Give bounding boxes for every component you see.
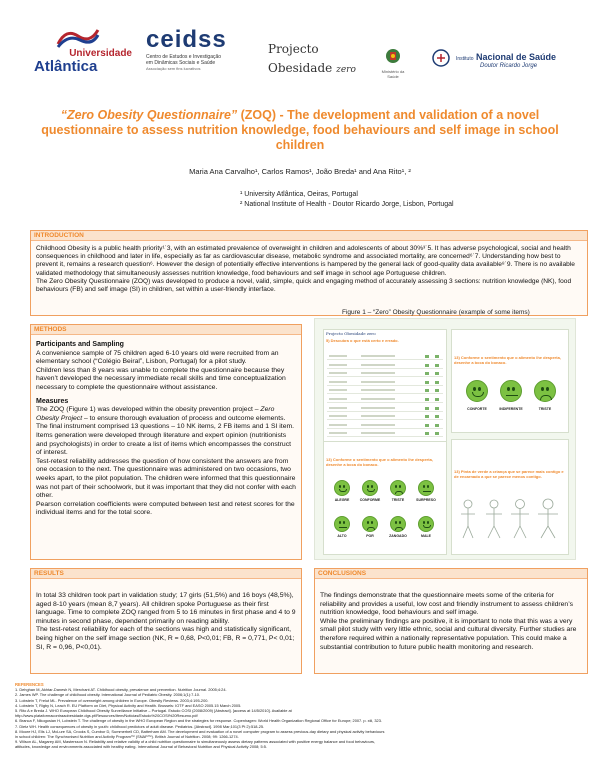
face-label: ALEGRE bbox=[334, 498, 350, 502]
children-silhouettes bbox=[452, 496, 570, 546]
face-label: INDIFERENTE bbox=[499, 407, 523, 411]
panel-brand: Projecto Obesidade zero bbox=[326, 331, 376, 336]
conclusions-heading: CONCLUSIONS bbox=[315, 569, 587, 579]
table-row bbox=[327, 414, 443, 420]
introduction-p2: The Zero Obesity Questionnaire (ZOQ) was developed to produce a novel, valid, simple, quick and engaging method of accurately assessing 3 sections: nutrition knowledge (NK), food behaviours (FB) and self image (SI) in children, set within a user-friendly interface. bbox=[36, 277, 572, 294]
introduction-section bbox=[30, 230, 588, 316]
coat-of-arms-icon bbox=[385, 48, 401, 64]
project-line2: Obesidade bbox=[268, 61, 333, 75]
reference-item: 4. Lobstein T, Rigby N, Leach R. EU Platform on Diet, Physical Activity and Health. Brussels: IOTF and EASO 2005.15 March 2005. bbox=[15, 702, 242, 708]
figure-panel-faces-8 bbox=[323, 441, 447, 555]
insa-title: Nacional de Saúde bbox=[476, 52, 557, 62]
table-row bbox=[327, 397, 443, 403]
universidade-atlantica-logo bbox=[34, 26, 132, 78]
reference-item: 5. Rito A e Breda J. WHO European Childhood Obesity Surveillance Initiative – Portugal. Estudo COSI (2008/2009) [Abstract]. [access at 14/5/2010]. Available at bbox=[15, 708, 292, 714]
reference-item: 3. Lobstein T, Frelut ML. Prevalence of overweight among children in Europe. Obesity Reviews. 2003;4:195-200. bbox=[15, 697, 209, 703]
face-label: POR bbox=[366, 534, 374, 538]
reference-item: in school children: The Synchronised Nutrition and Activity Program™ (SNAP™). British Journal of Nutrition. 2008; 99: 1266-1274. bbox=[15, 734, 239, 740]
methods-p1: A convenience sample of 75 children aged 6-10 years old were recruited from an elementary school (“Colégio Beiral”, Lisbon, Portugal) for a pilot study. bbox=[36, 349, 279, 366]
face-conforme bbox=[362, 480, 378, 496]
university-wave-icon bbox=[56, 26, 100, 48]
conclusions-p2: While the preliminary findings are positive, it is important to note that this was a very small pilot study with very little ethnic, social and cultural diversity. Further studies are therefore required within a nationally representative population. This could make a substantial contribution to future public health monitoring and research. bbox=[320, 617, 577, 651]
methods-p3 bbox=[36, 406, 296, 423]
results-heading: RESULTS bbox=[31, 569, 301, 579]
poster-title bbox=[40, 108, 560, 153]
ceidss-name: ceidss bbox=[146, 26, 227, 53]
figure-panel-silhouettes bbox=[451, 439, 569, 555]
introduction-heading: INTRODUCTION bbox=[31, 231, 587, 241]
affiliation-2: ² National Institute of Health - Doutor Ricardo Jorge, Lisbon, Portugal bbox=[240, 201, 454, 208]
face-label: TRISTE bbox=[538, 407, 552, 411]
table-row bbox=[327, 354, 443, 360]
reference-item: 1. Dehghan M, Akhtar-Danesh N, Merchant AT. Childhood obesity, prevalence and prevention. Nutrition Journal. 2005;4:24. bbox=[15, 687, 227, 693]
references-list bbox=[15, 687, 590, 749]
panel-question-4: 13) Pinta de verde a criança que se parece mais contigo e de encarnado a que se parece menos contigo. bbox=[454, 469, 564, 479]
projecto-obesidade-zero-logo bbox=[268, 40, 356, 80]
reference-item: http://www.plataformacontraaobesidade.dgs.pt/Resources/Item/Noticias/Estudo%20COSI%20Resumo.pdf bbox=[15, 713, 198, 719]
face-por bbox=[362, 516, 378, 532]
figure-panel-table bbox=[323, 329, 447, 459]
methods-p7: Pearson correlation coefficients were computed between test and retest scores for the individual items and for the total score. bbox=[36, 500, 295, 517]
face-label: SURPRESO bbox=[416, 498, 436, 502]
title-rest: (ZOQ) - The development and validation of a novel questionnaire to assess nutrition knowledge, food behaviours and self image in school children bbox=[41, 108, 559, 152]
face-triste bbox=[390, 480, 406, 496]
figure-caption: Figure 1 – “Zero” Obesity Questionnaire (example of some items) bbox=[342, 309, 530, 316]
insa-sub: Doutor Ricardo Jorge bbox=[480, 63, 538, 69]
table-row bbox=[327, 380, 443, 386]
panel-question-3: 13) Conforme o sentimento que o alimento lhe desperta, desenhe a boca do bonaco. bbox=[326, 457, 433, 467]
table-row bbox=[327, 371, 443, 377]
insa-emblem-icon bbox=[432, 49, 452, 67]
methods-sub-participants: Participants and Sampling bbox=[36, 341, 124, 348]
methods-p5: Items generation were developed through literature and expert opinion (nutritionists and psychologists) in order to create a list of items which encompasses the construct of interest. bbox=[36, 431, 292, 457]
face-label: ALTO bbox=[337, 534, 347, 538]
conclusions-p1: The findings demonstrate that the questionnaire meets some of the criteria for reliability and provides a useful, low cost and friendly instrument to assess children’s nutrition knowledge, food behaviours and self image. bbox=[320, 592, 573, 617]
ceidss-line1: Centro de Estudos e Investigação bbox=[146, 54, 222, 60]
face-label: MALE bbox=[421, 534, 431, 538]
face-label: TRISTE bbox=[391, 498, 405, 502]
affiliations bbox=[240, 190, 454, 210]
methods-sub-measures: Measures bbox=[36, 397, 69, 405]
face-male bbox=[418, 516, 434, 532]
insa-name bbox=[456, 52, 556, 62]
authors: Maria Ana Carvalho¹, Carlos Ramos¹, João Breda¹ and Ana Rito¹, ² bbox=[189, 167, 411, 176]
methods-p6: Test-retest reliability addresses the question of how consistent the answers are from one occasion to the next. The questionnaire was administered on two occasions, two weeks apart, to the pilot population. The children were informed that this questionnaire was not part of their schoolwork, but it was important that they did not confer with each other. bbox=[36, 457, 296, 500]
face-zangado bbox=[390, 516, 406, 532]
university-line1: Universidade bbox=[69, 48, 132, 59]
methods-section bbox=[30, 324, 302, 560]
face-alto bbox=[334, 516, 350, 532]
insa-prefix: Instituto bbox=[456, 56, 474, 62]
introduction-p1: Childhood Obesity is a public health priority¹˙3, with an estimated prevalence of overweight in children and adolescents of about 30%³˙5. It has adverse psychological, social and health consequences in childhood and later in life, especially as far as cardiovascular disease, metabolic syndrome and associated mortality, are concerned⁶˙7. Understanding how best to prevent it, remains a research question⁶. However the design of potentially effective interventions is hampered by the general lack of good-quality data available⁸˙9. There is no available validated methodology that simultaneously assesses nutrition knowledge, food behaviours and self image in school age Portuguese children. bbox=[36, 245, 575, 277]
methods-p3a: The ZOQ (Figure 1) was developed within the obesity prevention project – bbox=[36, 406, 261, 414]
reference-item: 2. James WP. The challenge of childhood obesity. International Journal of Pediatric Obesity. 2006;1(1):7-10. bbox=[15, 692, 201, 698]
face-indifferent bbox=[500, 380, 522, 402]
references bbox=[15, 682, 590, 750]
results-section bbox=[30, 568, 302, 674]
title-quoted: “Zero Obesity Questionnaire” bbox=[60, 108, 238, 122]
ministry-caption: Ministério da Saúde bbox=[381, 69, 405, 79]
conclusions-section bbox=[314, 568, 588, 674]
ceidss-logo bbox=[146, 26, 236, 81]
header-logos bbox=[0, 0, 600, 95]
questionnaire-figure bbox=[314, 318, 576, 560]
face-sad bbox=[534, 380, 556, 402]
methods-p2: Children less than 8 years was unable to complete the questionnaire because they haven’t developed the necessary immediate recall skills and time conceptualization necessary to complete the questionnaire without assistance. bbox=[36, 366, 286, 391]
panel-question-1: 5) Descubra o que está certo e errado. bbox=[326, 338, 399, 343]
face-surpreso bbox=[418, 480, 434, 496]
ceidss-line3: Associação sem fins lucrativos bbox=[146, 66, 201, 71]
face-content bbox=[466, 380, 488, 402]
results-p2: The test-retest reliability for each of the sections was high and statistically significant, being higher on the self image section (NK, R = 0,68, P<0,01; FB, R = 0,771, P< 0,01; SI, R = 0,96, P<0,01). bbox=[36, 626, 295, 651]
reference-item: 8. Moore HJ, Ells LJ, McLure SA, Crooks S, Cumbor D, Summerbell CD, Batterham AM. The development and evaluation of a novel computer program to assess previous-day dietary and physical activity behaviours bbox=[15, 728, 385, 734]
affiliation-1: ¹ University Atlântica, Oeiras, Portugal bbox=[240, 191, 358, 198]
references-heading: REFERENCES bbox=[15, 682, 44, 687]
university-line2: Atlântica bbox=[34, 58, 98, 75]
methods-p4: The final instrument comprised 13 questions – 10 NK items, 2 FB items and 1 SI item. bbox=[36, 423, 295, 431]
methods-p3c: – to ensure thorough evaluation of process and outcome elements. bbox=[82, 414, 286, 422]
ceidss-line2: em Dinâmicas Sociais e Saúde bbox=[146, 60, 216, 66]
table-row bbox=[327, 431, 443, 437]
face-label: CONFORME bbox=[359, 498, 381, 502]
table-row bbox=[327, 388, 443, 394]
face-label: CONFORTE bbox=[467, 407, 487, 411]
project-line1: Projecto bbox=[268, 42, 319, 56]
methods-p3b: Zero Obesity Project bbox=[36, 406, 275, 422]
face-label: ZANGADO bbox=[389, 534, 407, 538]
reference-item: 9. Wilson AL, Magarey AM, Mastersson N. Reliability and relative validity of a child nutrition questionnaire to simultaneously assess dietary patterns associated with positive energy balance and food behaviours, bbox=[15, 739, 376, 745]
results-p1: In total 33 children took part in validation study; 17 girls (51,5%) and 16 boys (48,5%), aged 8-10 years (mean 8,7 years). All children spoke Portuguese as their first language. Time to complete ZOQ ranged from 5 to 16 minutes in first phase and 4 to 9 minutes in second phase, dependent primarily on reading ability. bbox=[36, 592, 296, 625]
table-row bbox=[327, 406, 443, 412]
face-alegre bbox=[334, 480, 350, 496]
panel-question-2: 13) Conforme o sentimento que o alimento lhe desperta, desenhe a boca do bonaco. bbox=[454, 355, 561, 365]
methods-heading: METHODS bbox=[31, 325, 301, 335]
reference-item: 7. Dietz WH. Health consequences of obesity in youth: childhood predictors of adult disease. Pediatrics. [Abstract]. 1998 Mar;101(3 Pt 2):518-25. bbox=[15, 723, 265, 729]
reference-item: attitudes, knowledge and environments associated with healthy eating. International Journal of Behavioral Nutrition and Physical Activity 2008; 5:5. bbox=[15, 744, 267, 750]
project-zero: zero bbox=[336, 65, 356, 75]
figure-panel-faces-3 bbox=[451, 329, 569, 433]
reference-item: 6. Branca F, Nikogosian H, Lobstein T. The challenge of obesity in the WHO European Region and the strategies for response. Copenhagen: World Health Organization Regional Office for Europe; 2007. p. xiii, 323. bbox=[15, 718, 382, 724]
ministerio-saude-logo bbox=[376, 48, 410, 79]
table-row bbox=[327, 423, 443, 429]
table-row bbox=[327, 363, 443, 369]
